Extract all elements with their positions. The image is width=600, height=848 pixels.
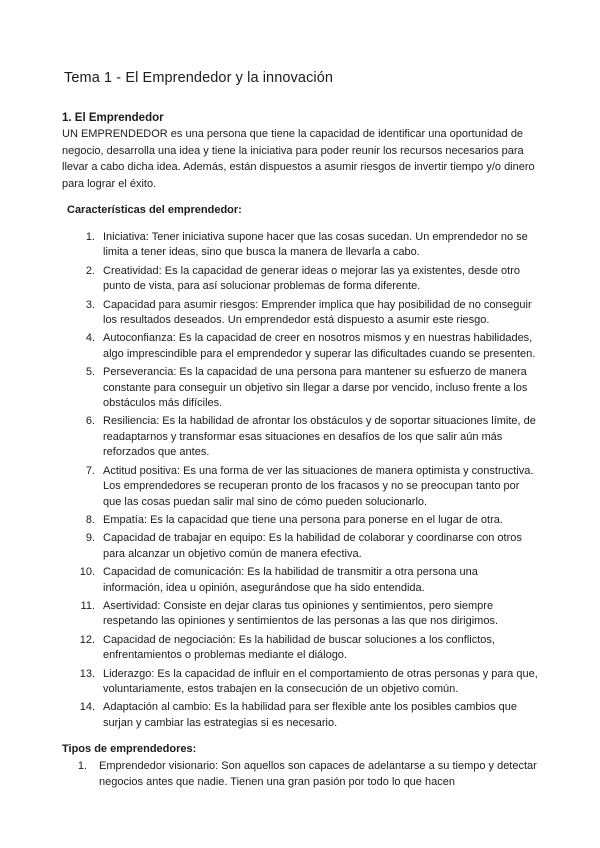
list-number: 12. (79, 633, 95, 646)
types-heading: Tipos de emprendedores: (62, 743, 197, 756)
list-text: Perseverancia: Es la capacidad de una persona para mantener su esfuerzo de manera constante para conseguir un objetivo sin llegar a darse por vencido, incluso frente a los obstáculos más difíciles. (103, 366, 528, 410)
list-text: Capacidad de trabajar en equipo: Es la habilidad de colaborar y coordinarse con otros para alcanzar un objetivo común de manera efectiva. (103, 532, 522, 560)
list-item (62, 331, 540, 362)
list-text: Creatividad: Es la capacidad de generar ideas o mejorar las ya existentes, desde otro punto de vista, para así solucionar problemas de forma diferente. (103, 264, 521, 293)
list-number: 4. (85, 332, 95, 345)
list-text: Actitud positiva: Es una forma de ver las situaciones de manera optimista y constructiva. Los emprendedores se recuperan pronto de los fracasos y no se preocupan tanto por que las cosas puedan salir mal sino de cómo pueden solucionarlo. (103, 464, 534, 508)
section-heading: 1. El Emprendedor (62, 112, 164, 124)
list-item (62, 513, 540, 528)
list-number: 14. (79, 701, 95, 714)
list-item (62, 759, 540, 790)
list-text: Capacidad para asumir riesgos: Emprender implica que hay posibilidad de no conseguir los resultados deseados. Un emprendedor está dispuesto a asumir este riesgo. (103, 298, 532, 327)
list-number: 3. (85, 298, 95, 311)
list-item (62, 414, 540, 460)
list-item (62, 700, 540, 731)
list-text: Capacidad de comunicación: Es la habilidad de transmitir a otra persona una información, idea u opinión, asegurándose que ha sido entendida. (103, 566, 478, 594)
characteristics-list (62, 230, 540, 731)
list-number: 10. (79, 566, 95, 579)
list-text: Emprendedor visionario: Son aquellos son capaces de adelantarse a su tiempo y detectar negocios antes que nadie. Tienen una gran pasión por todo lo que hacen (99, 760, 537, 788)
list-item (62, 365, 540, 411)
list-item (62, 565, 540, 596)
list-item (62, 264, 540, 295)
list-number: 11. (80, 599, 95, 612)
list-item (62, 298, 540, 329)
list-item (62, 230, 540, 261)
list-number: 5. (85, 366, 95, 379)
characteristics-heading: Características del emprendedor: (67, 204, 242, 216)
types-list (62, 759, 540, 790)
list-number: 9. (85, 532, 95, 545)
list-text: Adaptación al cambio: Es la habilidad para ser flexible ante los posibles cambios que surjan y cambiar las estrategias si es necesario. (103, 701, 517, 729)
list-number: 6. (85, 415, 95, 428)
list-number: 2. (85, 264, 95, 277)
list-number: 8. (85, 513, 95, 526)
list-text: Autoconfianza: Es la capacidad de creer en nosotros mismos y en nuestras habilidades, algo imprescindible para el emprendedor y superar las dificultades cuando se presenten. (103, 332, 536, 360)
list-number: 7. (85, 464, 95, 477)
list-item (62, 531, 540, 562)
list-number: 1. (85, 231, 95, 243)
list-text: Iniciativa: Tener iniciativa supone hacer que las cosas sucedan. Un emprendedor no se limita a tener ideas, sino que busca la manera de llevarla a cabo. (103, 231, 528, 259)
document-title: Tema 1 - El Emprendedor y la innovación (64, 70, 334, 86)
list-item (62, 464, 540, 510)
list-number: 1. (77, 760, 87, 773)
intro-paragraph: UN EMPRENDEDOR es una persona que tiene la capacidad de identificar una oportunidad de negocio, desarrolla una idea y tiene la iniciativa para poder reunir los recursos necesarios para llevar a cabo dicha idea. Además, están dispuestos a asumir riesgos de invertir tiempo y/o dinero para lograr el éxito. (62, 128, 535, 190)
list-item (62, 599, 540, 630)
list-item (62, 633, 540, 664)
list-number: 13. (79, 667, 95, 680)
list-item (62, 667, 540, 698)
section-emprendedor (62, 110, 540, 192)
list-text: Resiliencia: Es la habilidad de afrontar los obstáculos y de soportar situaciones límite, de readaptarnos y transformar esas situaciones en desafíos de los que salir aún más reforzados que antes. (103, 415, 536, 459)
list-text: Asertividad: Consiste en dejar claras tus opiniones y sentimientos, pero siempre respetando las opiniones y sentimientos de las personas a las que nos dirigimos. (103, 599, 499, 628)
list-text: Liderazgo: Es la capacidad de influir en el comportamiento de otras personas y para que, voluntariamente, estos trabajen en la consecución de un objetivo común. (103, 667, 538, 695)
list-text: Capacidad de negociación: Es la habilidad de buscar soluciones a los conflictos, enfrentamientos o problemas mediante el diálogo. (103, 633, 495, 662)
list-text: Empatía: Es la capacidad que tiene una persona para ponerse en el lugar de otra. (103, 513, 503, 526)
